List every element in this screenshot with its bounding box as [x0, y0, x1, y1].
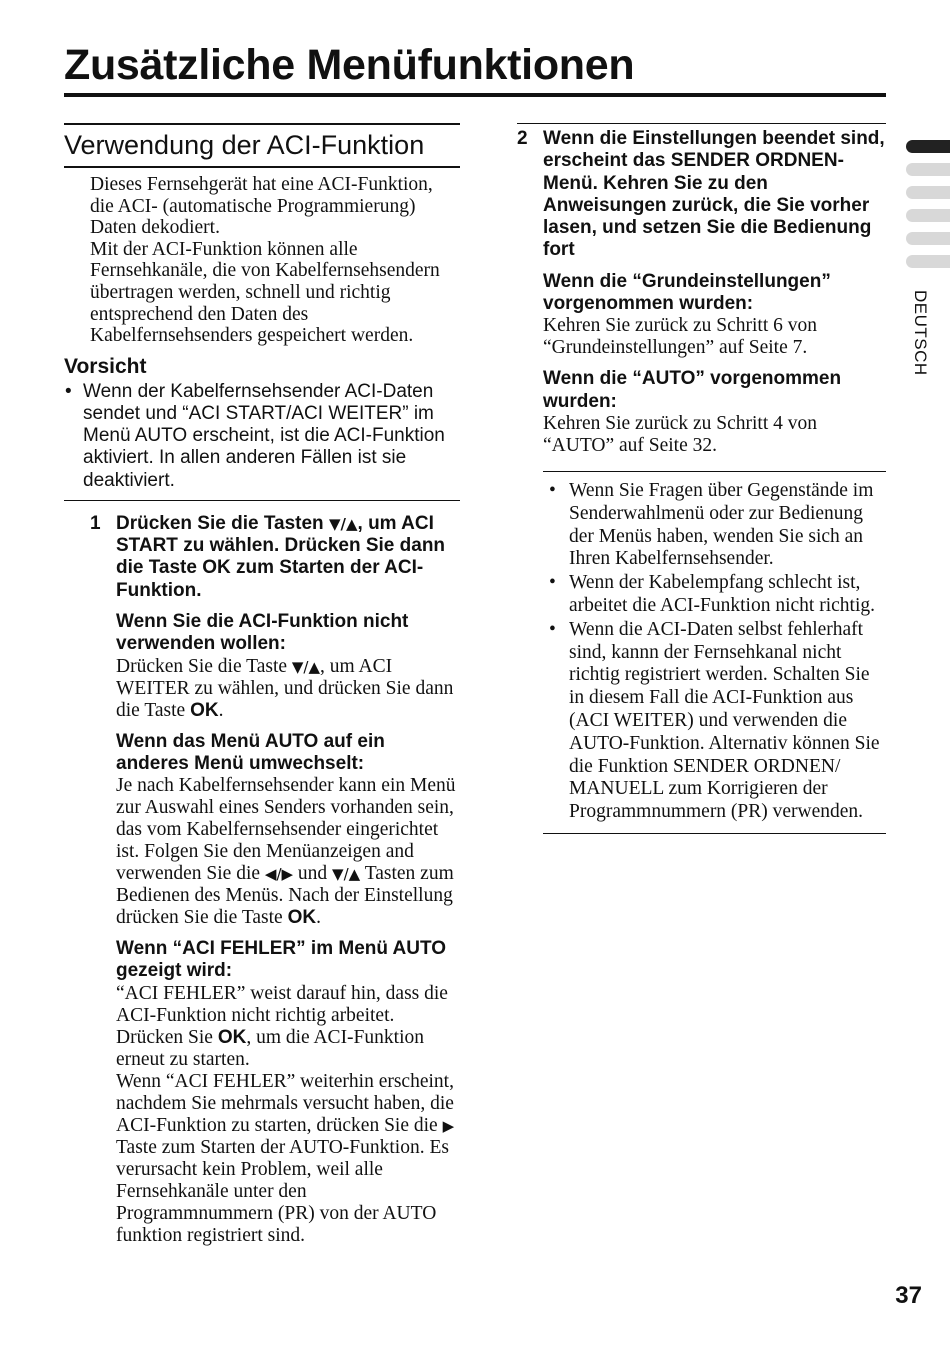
text-part: und	[293, 863, 333, 885]
intro-paragraph: Dieses Fernsehgerät hat eine ACI-Funktion, die ACI- (automatische Programmierung) Daten dekodiert.	[90, 174, 433, 239]
step-title-part: Drücken Sie die Tasten	[116, 512, 329, 534]
note-item: • Wenn die ACI-Daten selbst fehlerhaft sind, kannn der Fernsehkanal nicht richtig registriert werden. Schalten Sie in diesem Fall die ACI-Funktion aus (ACI WEITER) und verwenden die AUTO-Funktion. Alternativ können Sie die Funktion SENDER ORDNEN/ MANUELL zum Korrigieren der Programmnummern (PR) verwenden.	[543, 619, 886, 824]
step-title	[116, 513, 460, 602]
text-part: .	[316, 907, 321, 929]
step-number: 1	[90, 512, 101, 534]
subheading: Wenn die “Grundeinstellungen” vorgenommen wurden:	[543, 270, 831, 315]
section-rule-bottom	[64, 166, 460, 168]
subtext: Kehren Sie zurück zu Schritt 4 von “AUTO” auf Seite 32.	[543, 412, 818, 456]
left-column	[64, 123, 460, 1247]
side-tab-active	[906, 140, 950, 153]
section-heading: Verwendung der ACI-Funktion	[64, 130, 425, 160]
right-arrow-key-icon: ▶	[442, 1116, 455, 1135]
text-part: Tasten zum Bedienen des Menüs. Nach der Einstellung drücken Sie die Taste	[116, 863, 454, 929]
step-title: Wenn die Einstellungen beendet sind, erscheint das SENDER ORDNEN-Menü. Kehren Sie zu den Anweisungen zurück, die Sie vorher lasen, und setzen Sie die Bedienung fort	[543, 128, 885, 261]
ok-key-label: OK	[217, 1026, 247, 1048]
title-rule	[64, 93, 886, 97]
subheading: Wenn die “AUTO” vorgenommen wurden:	[543, 368, 842, 412]
intro-text	[90, 174, 460, 347]
page-title: Zusätzliche Menüfunktionen	[64, 41, 635, 89]
intro-paragraph: Mit der ACI-Funktion können alle Fernsehkanäle, die von Kabelfernsehsendern übertragen werden, schnell und richtig entsprechend den Daten des Kabelfernsehsenders gespeichert werden.	[90, 238, 440, 347]
side-language-label: DEUTSCH	[911, 290, 930, 376]
subtext	[116, 775, 460, 929]
divider	[64, 500, 460, 501]
side-tab	[906, 209, 950, 222]
step-title-part: zum Starten der ACI-Funktion.	[116, 557, 424, 601]
left-right-arrow-keys-icon: ◀/▶	[264, 865, 294, 884]
subheading: Wenn Sie die ACI-Funktion nicht verwenden wollen:	[116, 610, 409, 655]
caution-list	[64, 381, 460, 492]
right-column	[517, 123, 886, 834]
text-part: Drücken Sie die Taste	[116, 655, 292, 677]
text-part: , um die ACI-Funktion erneut zu starten.	[116, 1026, 424, 1070]
subheading: Wenn “ACI FEHLER” im Menü AUTO gezeigt wird:	[116, 938, 447, 982]
subtext	[116, 656, 460, 722]
text-part: “ACI FEHLER” weist darauf hin, dass die ACI-Funktion nicht richtig arbeitet. Drücken Sie	[116, 982, 448, 1048]
step-title-part: , um ACI START zu wählen. Drücken Sie dann die Taste	[116, 512, 446, 579]
step-number: 2	[517, 128, 528, 149]
text-part: Wenn “ACI FEHLER” weiterhin erscheint, nachdem Sie mehrmals versucht haben, die ACI-Funktion zu starten, drücken Sie die	[116, 1070, 454, 1136]
notes-list	[543, 472, 886, 833]
down-up-arrow-keys-icon: ▼/▲	[291, 657, 321, 676]
text-part: Taste zum Starten der AUTO-Funktion. Es verursacht kein Problem, weil alle Fernsehkanäle unter den Programmnummern (PR) von der AUTO funktion registriert sind.	[116, 1136, 449, 1246]
ok-key-label: OK	[287, 907, 317, 929]
caution-heading: Vorsicht	[64, 354, 147, 378]
down-up-arrow-keys-icon: ▼/▲	[332, 865, 361, 884]
side-tab	[906, 232, 950, 245]
text-part: Je nach Kabelfernsehsender kann ein Menü zur Auswahl eines Senders vorhanden sein, das vom Kabelfernsehsender eingerichtet ist. Folgen Sie den Menüanzeigen and verwenden Sie die	[116, 775, 456, 885]
caution-item: • Wenn der Kabelfernsehsender ACI-Daten sendet und “ACI START/ACI WEITER” im Menü AUTO erscheint, ist die ACI-Funktion aktiviert. In allen anderen Fällen ist sie deaktiviert.	[64, 381, 460, 492]
note-item: • Wenn Sie Fragen über Gegenstände im Senderwahlmenü oder zur Bedienung der Menüs haben, wenden Sie sich an Ihren Kabelfernsehsender.	[543, 480, 886, 571]
down-up-arrow-keys-icon: ▼/▲	[328, 514, 358, 533]
subtext: Kehren Sie zurück zu Schritt 6 von “Grundeinstellungen” auf Seite 7.	[543, 315, 818, 359]
notes-rule-bottom	[543, 833, 886, 834]
subheading: Wenn das Menü AUTO auf ein anderes Menü umwechselt:	[116, 730, 385, 774]
step-2	[517, 124, 886, 457]
page-number: 37	[895, 1282, 922, 1309]
note-item: • Wenn der Kabelempfang schlecht ist, arbeitet die ACI-Funktion nicht richtig.	[543, 572, 886, 618]
text-part: , um ACI WEITER zu wählen, und drücken Sie dann die Taste	[116, 655, 454, 721]
subtext	[116, 1071, 460, 1247]
subtext	[116, 983, 460, 1071]
ok-key-label: OK	[190, 699, 219, 721]
step-1	[90, 513, 460, 1247]
side-tab	[906, 186, 950, 199]
side-tab	[906, 163, 950, 176]
text-part: .	[218, 699, 224, 721]
side-tab	[906, 255, 950, 268]
ok-key-label: OK	[202, 557, 231, 579]
